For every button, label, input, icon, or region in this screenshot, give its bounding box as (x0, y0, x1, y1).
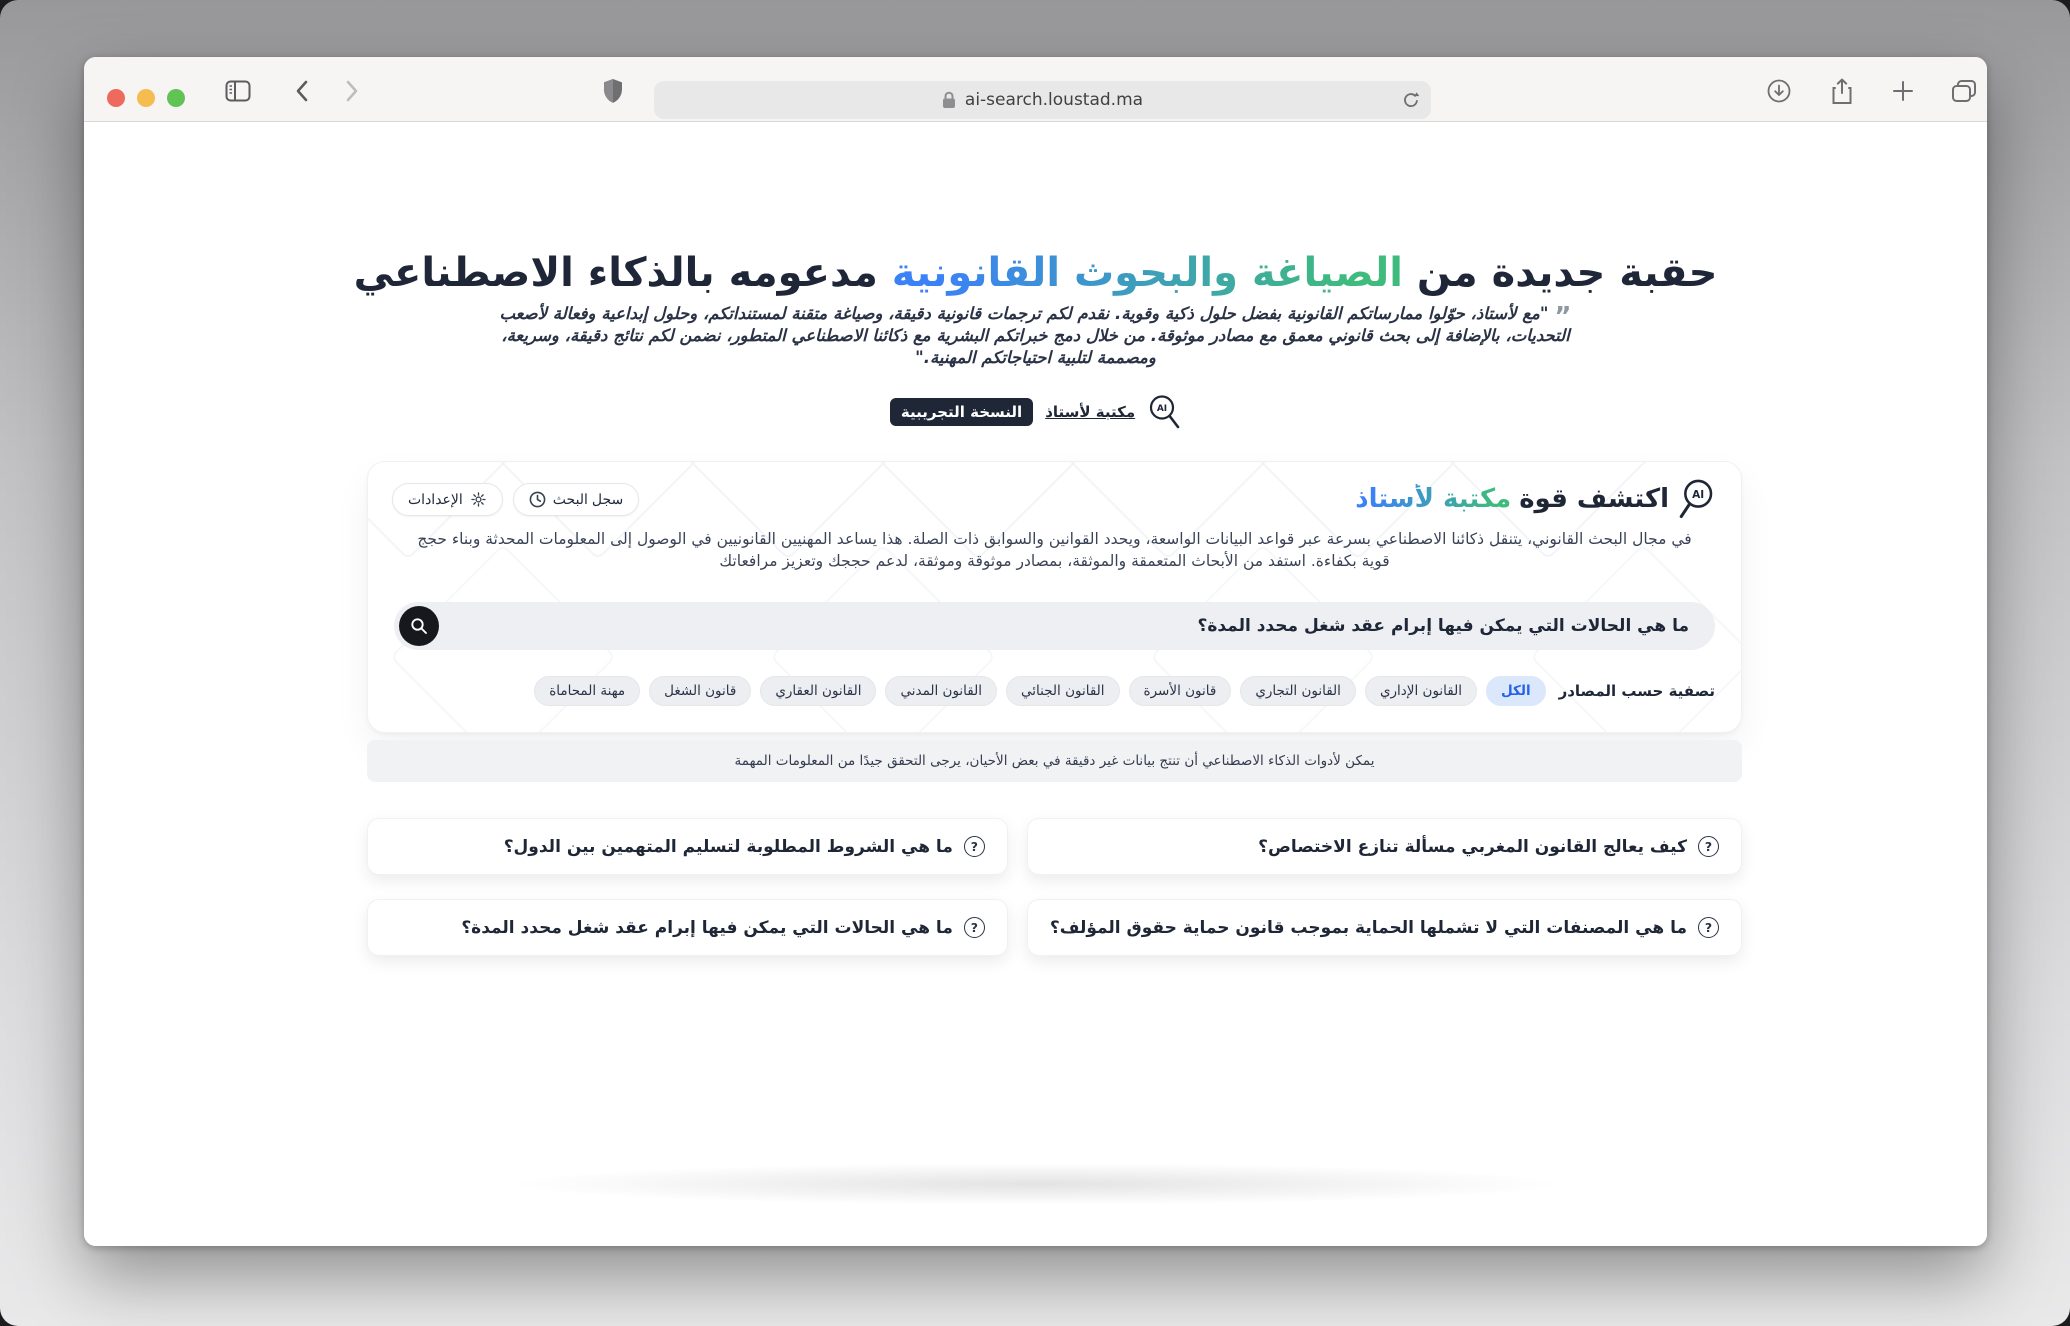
disclaimer-text: يمكن لأدوات الذكاء الاصطناعي أن تنتج بيانات غير دقيقة في بعض الأحيان، يرجى التحقق جيدًا من المعلومات المهمة (734, 753, 1375, 769)
beta-badge: النسخة التجريبية (890, 398, 1033, 426)
downloads-button[interactable] (1761, 78, 1797, 104)
minimize-window-button[interactable] (137, 89, 155, 107)
title-highlight: الصياغة والبحوث القانونية (891, 250, 1403, 296)
filter-chip-family-law[interactable]: قانون الأسرة (1129, 676, 1232, 706)
settings-label: الإعدادات (408, 490, 463, 507)
title-pre: حقبة جديدة من (1403, 250, 1718, 296)
suggestion-text: ما هي الشروط المطلوبة لتسليم المتهمين بين الدول؟ (503, 836, 953, 857)
reload-button[interactable] (1401, 89, 1421, 111)
search-bar (394, 602, 1715, 650)
page-content (84, 122, 1987, 1246)
content-shadow (486, 1162, 1586, 1206)
suggestion-card[interactable] (367, 899, 1008, 956)
lock-icon (942, 91, 956, 109)
history-label: سجل البحث (552, 490, 624, 507)
search-card (367, 461, 1742, 733)
suggestion-text: ما هي الحالات التي يمكن فيها إبرام عقد شغل محدد المدة؟ (461, 917, 953, 938)
ai-magnifier-logo-icon (1147, 394, 1181, 430)
url-text: ai-search.loustad.ma (964, 90, 1144, 110)
filter-chip-criminal-law[interactable]: القانون الجنائي (1006, 676, 1120, 706)
ai-magnifier-logo-icon (1677, 478, 1717, 520)
card-title (1355, 478, 1717, 520)
svg-text:AI: AI (1156, 404, 1168, 414)
share-icon (1831, 78, 1853, 105)
filter-chip-administrative-law[interactable]: القانون الإداري (1365, 676, 1477, 706)
sidebar-toggle-button[interactable] (220, 78, 256, 104)
forward-button[interactable] (334, 78, 370, 104)
safari-window (84, 57, 1987, 1246)
card-title-brand: مكتبة لأستاذ (1355, 484, 1512, 514)
browser-toolbar (84, 57, 1987, 122)
card-title-pre: اكتشف قوة (1519, 484, 1669, 514)
card-description: في مجال البحث القانوني، يتنقل ذكائنا الاصطناعي بسرعة عبر قواعد البيانات الواسعة، ويحدد القوانين والسوابق ذات الصلة. هذا يساعد المهنيين القانونيين في الوصول إلى المعلومات المحدثة وبناء حجج قوية بكفاءة. استفد من الأبحاث المتعمقة والموثقة، بمصادر موثوقة وموثقة، لدعم حججك وتعزيز مرافعاتك (417, 530, 1692, 570)
ai-disclaimer (367, 740, 1742, 782)
filter-chip-all[interactable]: الكل (1486, 676, 1546, 706)
maximize-window-button[interactable] (167, 89, 185, 107)
search-input[interactable] (439, 602, 1715, 650)
hero-quote (496, 303, 1576, 369)
filter-chip-legal-profession[interactable]: مهنة المحاماة (534, 676, 640, 706)
library-link[interactable]: مكتبة لأستاذ (1045, 403, 1136, 421)
title-post: مدعومه بالذكاء الاصطناعي (353, 250, 892, 296)
page-title (84, 250, 1987, 296)
share-button[interactable] (1824, 78, 1860, 104)
card-actions (392, 483, 639, 516)
suggestion-card[interactable] (1027, 818, 1742, 875)
question-icon: ? (1698, 917, 1719, 938)
gear-icon (470, 491, 487, 508)
search-submit-button[interactable] (399, 606, 439, 646)
tab-overview-button[interactable] (1946, 78, 1982, 104)
suggestion-card[interactable] (367, 818, 1008, 875)
question-icon: ? (1698, 836, 1719, 857)
suggestion-text: ما هي المصنفات التي لا تشملها الحماية بموجب قانون حماية حقوق المؤلف؟ (1049, 917, 1687, 938)
filter-chip-civil-law[interactable]: القانون المدني (885, 676, 997, 706)
magnifier-icon (410, 617, 428, 635)
settings-button[interactable] (392, 483, 503, 516)
suggestion-card[interactable] (1027, 899, 1742, 956)
card-header (392, 478, 1717, 520)
close-window-button[interactable] (107, 89, 125, 107)
quote-icon: ” (1554, 302, 1572, 332)
question-icon: ? (964, 836, 985, 857)
hero-links-row (84, 394, 1987, 430)
hero-quote-text: "مع لأستاذ، حوّلوا ممارساتكم القانونية بفضل حلول ذكية وقوية. نقدم لكم ترجمات قانونية دقيقة، وصياغة متقنة لمستنداتكم، وحلول إبداعية وفعالة لأصعب التحديات، بالإضافة إلى بحث قانوني معمق مع مصادر موثوقة. من خلال دمج خبراتكم البشرية مع ذكائنا الاصطناعي المتطور، نضمن لكم نتائج دقيقة، وسريعة، ومصممة لتلبية احتياجاتكم المهنية." (499, 304, 1570, 367)
address-bar[interactable] (654, 81, 1431, 119)
tabs-icon (1951, 79, 1977, 103)
chevron-left-icon (295, 80, 309, 102)
filter-chip-real-estate-law[interactable]: القانون العقاري (760, 676, 876, 706)
clock-icon (529, 491, 546, 508)
privacy-report-button[interactable] (595, 78, 631, 104)
plus-icon (1892, 80, 1914, 102)
sidebar-icon (225, 80, 251, 102)
suggestion-text: كيف يعالج القانون المغربي مسألة تنازع الاختصاص؟ (1258, 836, 1687, 857)
shield-icon (602, 78, 624, 104)
suggestion-grid (367, 818, 1742, 956)
download-icon (1767, 79, 1791, 103)
filter-row (394, 676, 1715, 706)
chevron-right-icon (345, 80, 359, 102)
filter-chip-labor-law[interactable]: قانون الشغل (649, 676, 751, 706)
back-button[interactable] (284, 78, 320, 104)
filter-chip-commercial-law[interactable]: القانون التجاري (1240, 676, 1356, 706)
filter-label: تصفية حسب المصادر (1558, 682, 1715, 700)
question-icon: ? (964, 917, 985, 938)
new-tab-button[interactable] (1885, 78, 1921, 104)
svg-text:AI: AI (1692, 488, 1705, 501)
search-history-button[interactable] (513, 483, 639, 516)
